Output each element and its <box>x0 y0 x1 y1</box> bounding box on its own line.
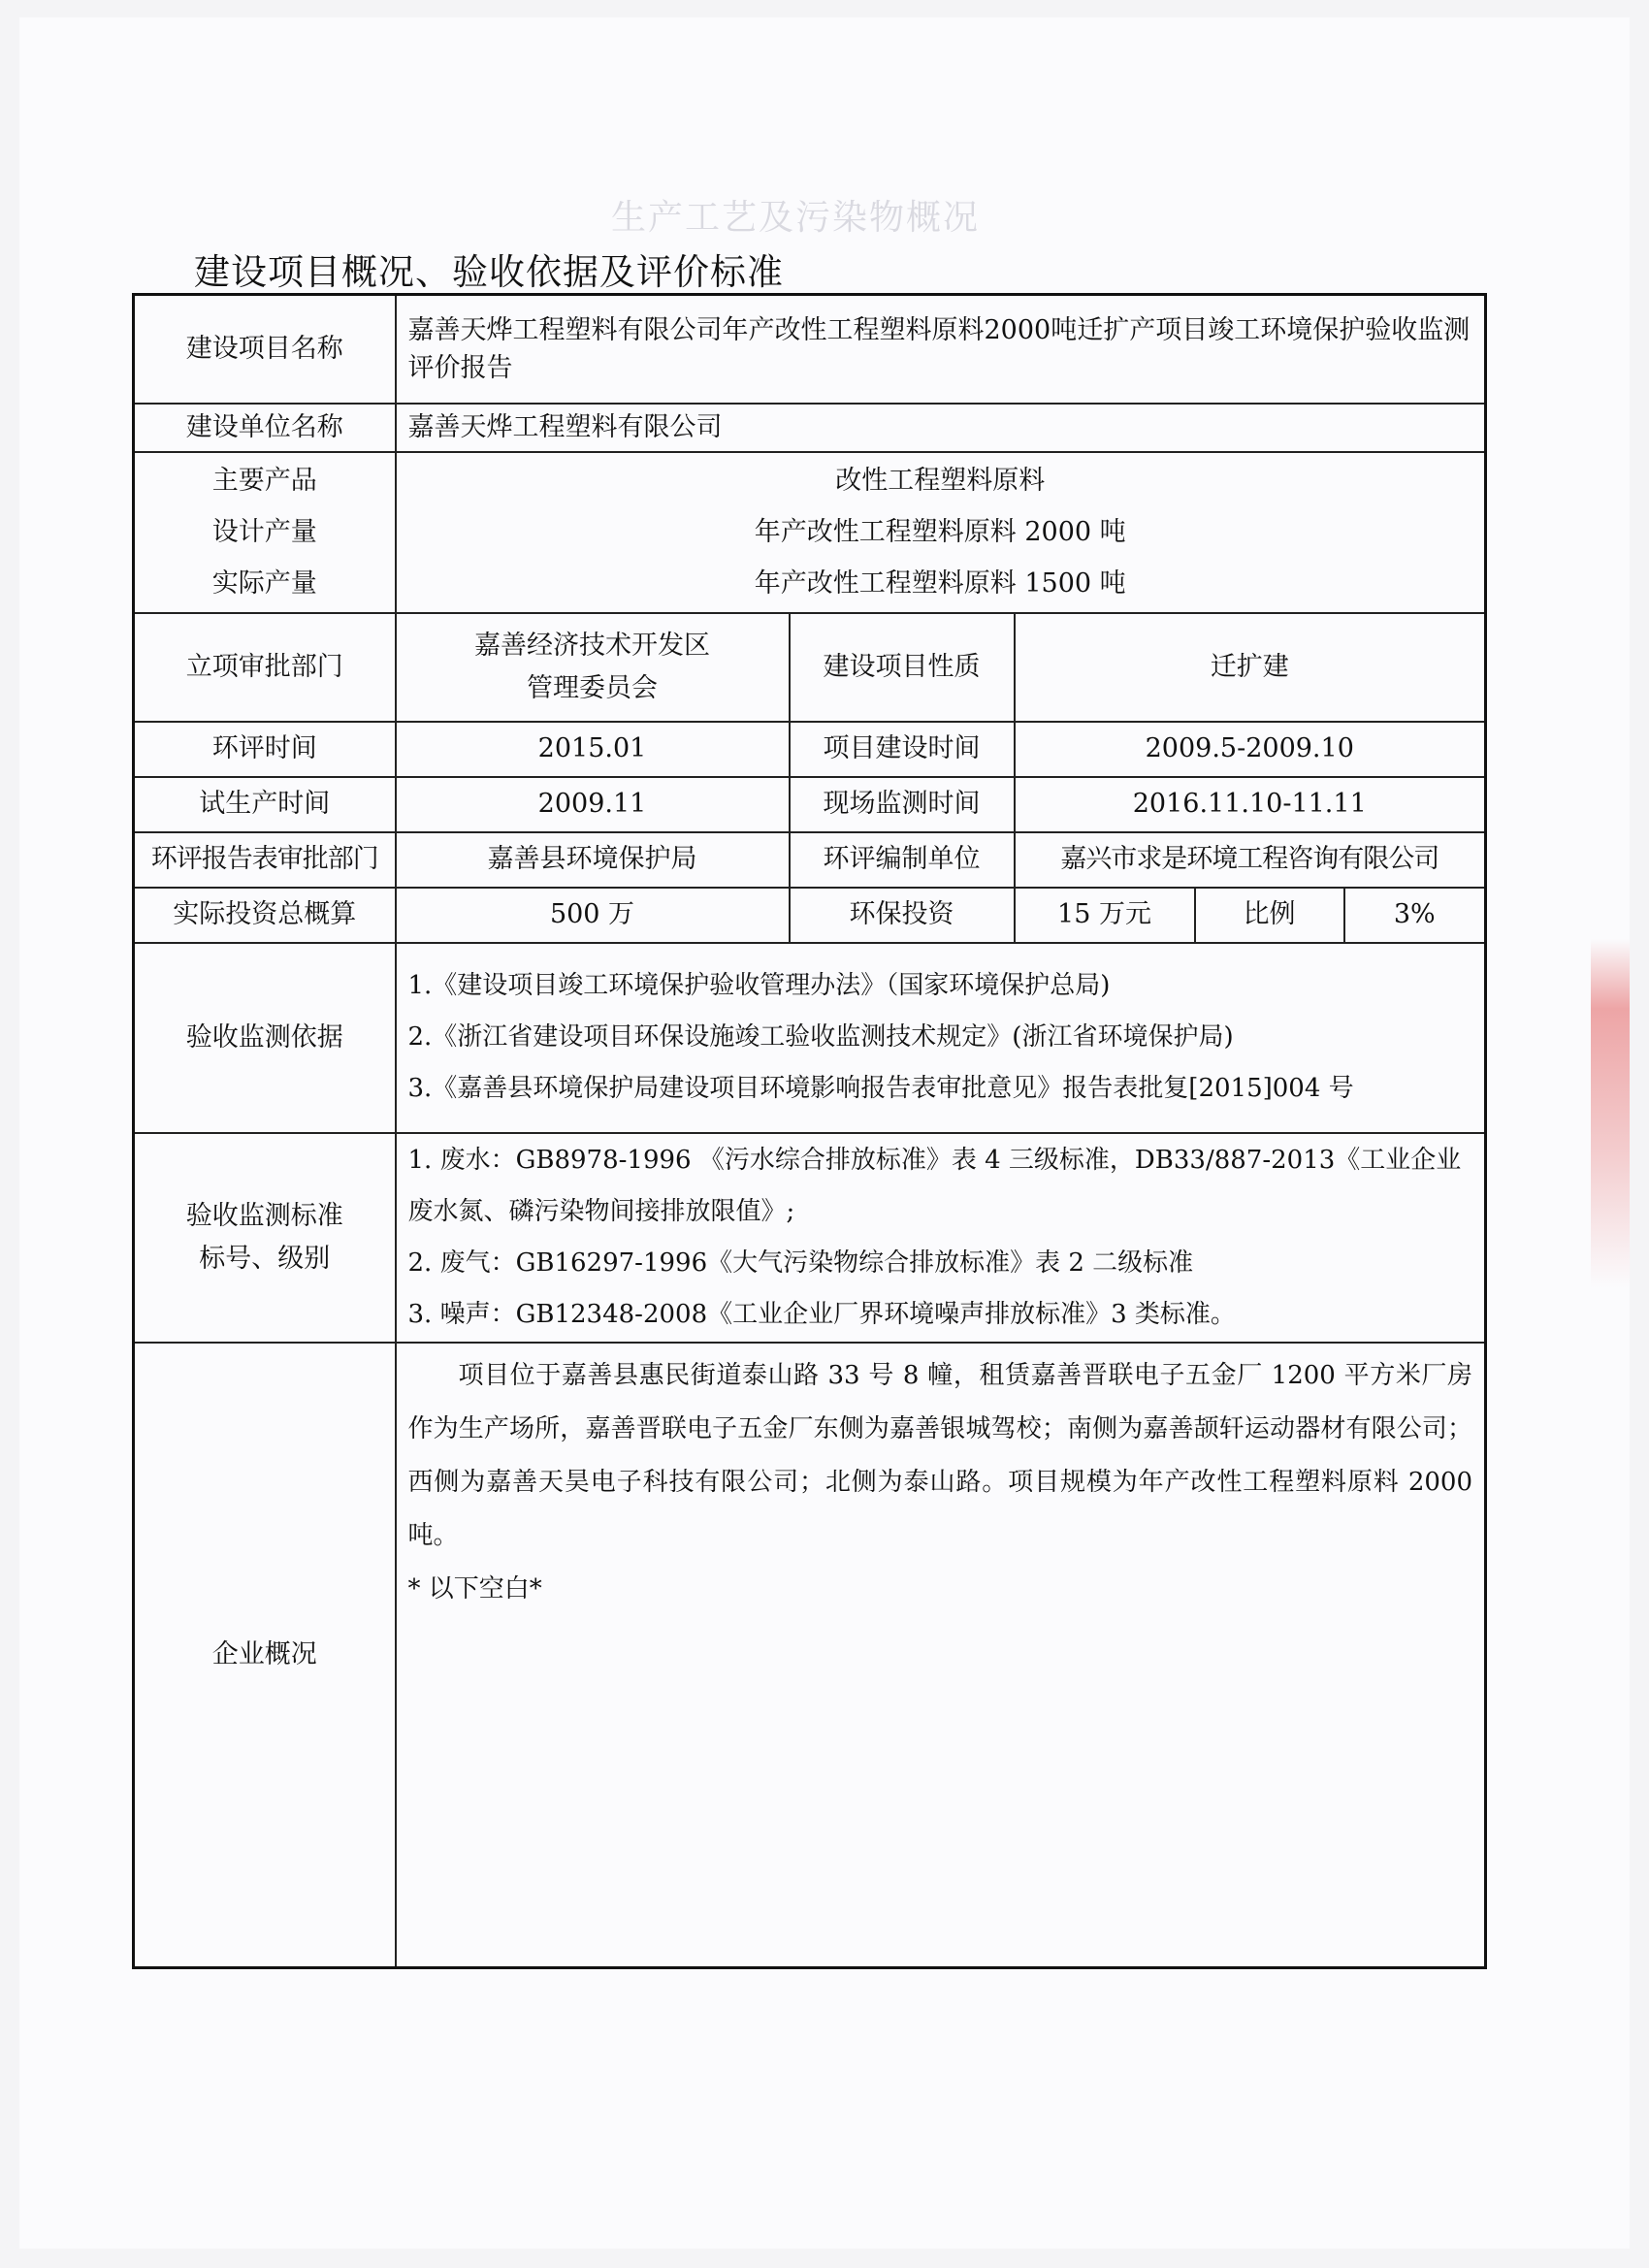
basis-label: 验收监测依据 <box>134 943 396 1133</box>
row-unit-name <box>134 404 1486 452</box>
trial-time-value: 2009.11 <box>396 777 790 832</box>
report-dept-label: 环评报告表审批部门 <box>134 832 396 888</box>
eia-time-value: 2015.01 <box>396 722 790 777</box>
nature-value: 迁扩建 <box>1015 613 1486 722</box>
project-info-table <box>132 293 1487 1969</box>
bleed-through-heading: 生产工艺及污染物概况 <box>611 198 981 238</box>
monitor-time-label: 现场监测时间 <box>790 777 1015 832</box>
monitor-time-value: 2016.11.10-11.11 <box>1015 777 1486 832</box>
main-product-value: 改性工程塑料原料 <box>835 466 1046 496</box>
investment-value: 500 万 <box>396 888 790 943</box>
build-time-value: 2009.5-2009.10 <box>1015 722 1486 777</box>
standards-label-line-1: 验收监测标准 <box>185 1201 343 1232</box>
trial-time-label: 试生产时间 <box>134 777 396 832</box>
overview-content <box>396 1343 1486 1968</box>
row-basis <box>134 943 1486 1133</box>
actual-capacity-value: 年产改性工程塑料原料 1500 吨 <box>754 568 1126 599</box>
approval-label: 立项审批部门 <box>134 613 396 722</box>
compiler-label: 环评编制单位 <box>790 832 1015 888</box>
row-trial <box>134 777 1486 832</box>
row-eia <box>134 722 1486 777</box>
compiler-value: 嘉兴市求是环境工程咨询有限公司 <box>1015 832 1486 888</box>
env-investment-label: 环保投资 <box>790 888 1015 943</box>
basis-item-2: 2.《浙江省建设项目环保设施竣工验收监测技术规定》(浙江省环境保护局) <box>407 1022 1234 1052</box>
red-stamp-edge <box>1591 939 1630 1288</box>
ratio-label: 比例 <box>1195 888 1344 943</box>
basis-item-3: 3.《嘉善县环境保护局建设项目环境影响报告表审批意见》报告表批复[2015]004 号 <box>407 1074 1354 1103</box>
design-capacity-value: 年产改性工程塑料原料 2000 吨 <box>754 517 1126 547</box>
page-title: 建设项目概况、验收依据及评价标准 <box>194 251 784 293</box>
design-capacity-label: 设计产量 <box>211 517 317 547</box>
approval-value-line-2: 管理委员会 <box>527 672 658 703</box>
standards-label <box>134 1133 396 1343</box>
basis-list <box>396 943 1486 1133</box>
overview-paragraph: 项目位于嘉善县惠民街道泰山路 33 号 8 幢，租赁嘉善晋联电子五金厂 1200 平方米厂房作为生产场所，嘉善晋联电子五金厂东侧为嘉善银城驾校；南侧为嘉善颉轩运动器材有限公司；西侧为嘉善天昊电子科技有限公司；北侧为泰山路。项目规模为年产改性工程塑料原料 2000 吨。 <box>407 1360 1472 1550</box>
project-name-label: 建设项目名称 <box>134 295 396 404</box>
standards-list <box>396 1133 1486 1343</box>
build-time-label: 项目建设时间 <box>790 722 1015 777</box>
standard-item-2: 2. 废气：GB16297-1996《大气污染物综合排放标准》表 2 二级标准 <box>407 1247 1194 1278</box>
products-values <box>396 452 1486 613</box>
products-labels <box>134 452 396 613</box>
row-project-name <box>134 295 1486 404</box>
standard-item-3: 3. 噪声：GB12348-2008《工业企业厂界环境噪声排放标准》3 类标准。 <box>407 1299 1236 1329</box>
eia-time-label: 环评时间 <box>134 722 396 777</box>
row-approval <box>134 613 1486 722</box>
row-overview <box>134 1343 1486 1968</box>
main-product-label: 主要产品 <box>211 466 317 496</box>
scanned-page <box>19 17 1630 2249</box>
report-dept-value: 嘉善县环境保护局 <box>396 832 790 888</box>
approval-value <box>396 613 790 722</box>
standard-item-1: 1. 废水：GB8978-1996 《污水综合排放标准》表 4 三级标准，DB33/887-2013《工业企业废水氮、磷污染物间接排放限值》; <box>407 1145 1462 1226</box>
nature-label: 建设项目性质 <box>790 613 1015 722</box>
project-name-value: 嘉善天烨工程塑料有限公司年产改性工程塑料原料2000吨迁扩产项目竣工环境保护验收监测评价报告 <box>396 295 1486 404</box>
env-investment-value: 15 万元 <box>1015 888 1195 943</box>
unit-name-label: 建设单位名称 <box>134 404 396 452</box>
overview-label: 企业概况 <box>134 1343 396 1968</box>
approval-value-line-1: 嘉善经济技术开发区 <box>474 631 710 662</box>
overview-blank-note: * 以下空白* <box>407 1573 542 1604</box>
row-investment <box>134 888 1486 943</box>
row-standards <box>134 1133 1486 1343</box>
row-report-dept <box>134 832 1486 888</box>
investment-label: 实际投资总概算 <box>134 888 396 943</box>
row-products <box>134 452 1486 613</box>
actual-capacity-label: 实际产量 <box>211 568 317 599</box>
basis-item-1: 1.《建设项目竣工环境保护验收管理办法》（国家环境保护总局) <box>407 971 1111 1000</box>
ratio-value: 3% <box>1344 888 1486 943</box>
unit-name-value: 嘉善天烨工程塑料有限公司 <box>396 404 1486 452</box>
standards-label-line-2: 标号、级别 <box>199 1243 331 1274</box>
